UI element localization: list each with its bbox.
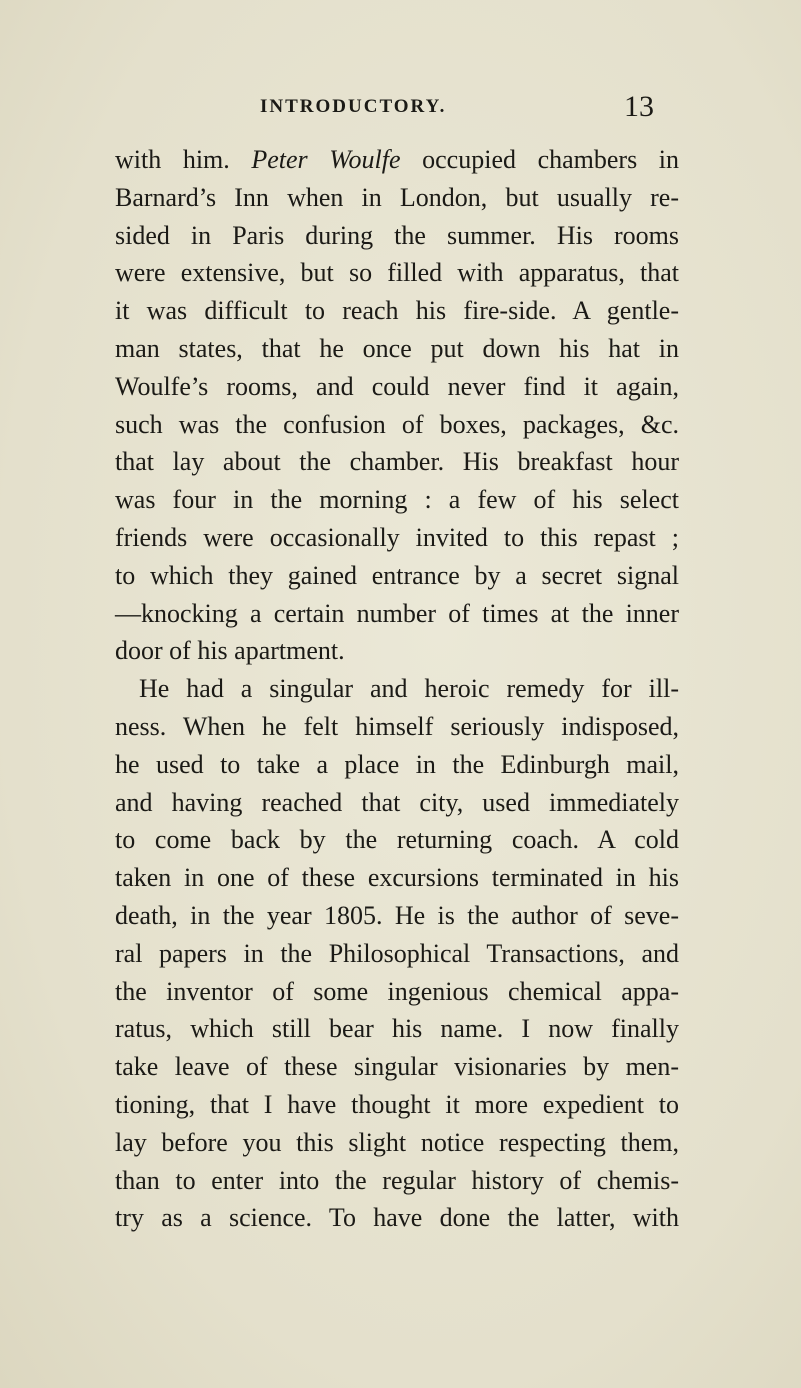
text-line: ness. When he felt himself seriously indisposed, <box>115 711 679 741</box>
text-line: Woulfe’s rooms, and could never find it again, <box>115 371 679 401</box>
text-line: sided in Paris during the summer. His rooms <box>115 220 679 250</box>
text-line: and having reached that city, used immediately <box>115 787 679 817</box>
text-line: Barnard’s Inn when in London, but usually re- <box>115 182 679 212</box>
page-header <box>0 90 801 130</box>
text-line: friends were occasionally invited to this repast ; <box>115 522 679 552</box>
text-line: ratus, which still bear his name. I now finally <box>115 1014 679 1044</box>
text-line: door of his apartment. <box>115 636 345 666</box>
text-line: try as a science. To have done the latter, with <box>115 1203 679 1233</box>
text-line: —knocking a certain number of times at the inner <box>115 598 679 628</box>
text-line: ral papers in the Philosophical Transactions, and <box>115 938 679 968</box>
text-line: he used to take a place in the Edinburgh mail, <box>115 749 679 779</box>
text-line: was four in the morning : a few of his select <box>115 485 679 515</box>
text-line: He had a singular and heroic remedy for ill- <box>139 674 679 704</box>
text-line: death, in the year 1805. He is the author of seve- <box>115 900 679 930</box>
text-line: taken in one of these excursions terminated in his <box>115 863 679 893</box>
running-head: INTRODUCTORY. <box>260 96 447 117</box>
text-line: such was the confusion of boxes, packages, &c. <box>115 409 679 439</box>
line-segment: occupied chambers in <box>400 145 680 174</box>
text-line: were extensive, but so filled with apparatus, that <box>115 258 679 288</box>
text-line: man states, that he once put down his hat in <box>115 333 679 363</box>
text-line: to come back by the returning coach. A cold <box>115 825 679 855</box>
text-line: tioning, that I have thought it more expedient to <box>115 1089 679 1119</box>
body-text <box>115 141 679 1237</box>
text-line: that lay about the chamber. His breakfast hour <box>115 447 679 477</box>
line-segment: with him. <box>115 145 252 174</box>
text-line: lay before you this slight notice respecting them, <box>115 1127 679 1157</box>
text-line: it was difficult to reach his fire-side. A gentle- <box>115 296 679 326</box>
italic-name: Peter Woulfe <box>251 145 401 174</box>
text-line: take leave of these singular visionaries by men- <box>115 1052 679 1082</box>
text-line <box>115 141 679 179</box>
text-line: than to enter into the regular history of chemis- <box>115 1165 679 1195</box>
text-line: to which they gained entrance by a secret signal <box>115 560 679 590</box>
text-line: the inventor of some ingenious chemical appa- <box>115 976 679 1006</box>
page-number: 13 <box>624 90 654 123</box>
